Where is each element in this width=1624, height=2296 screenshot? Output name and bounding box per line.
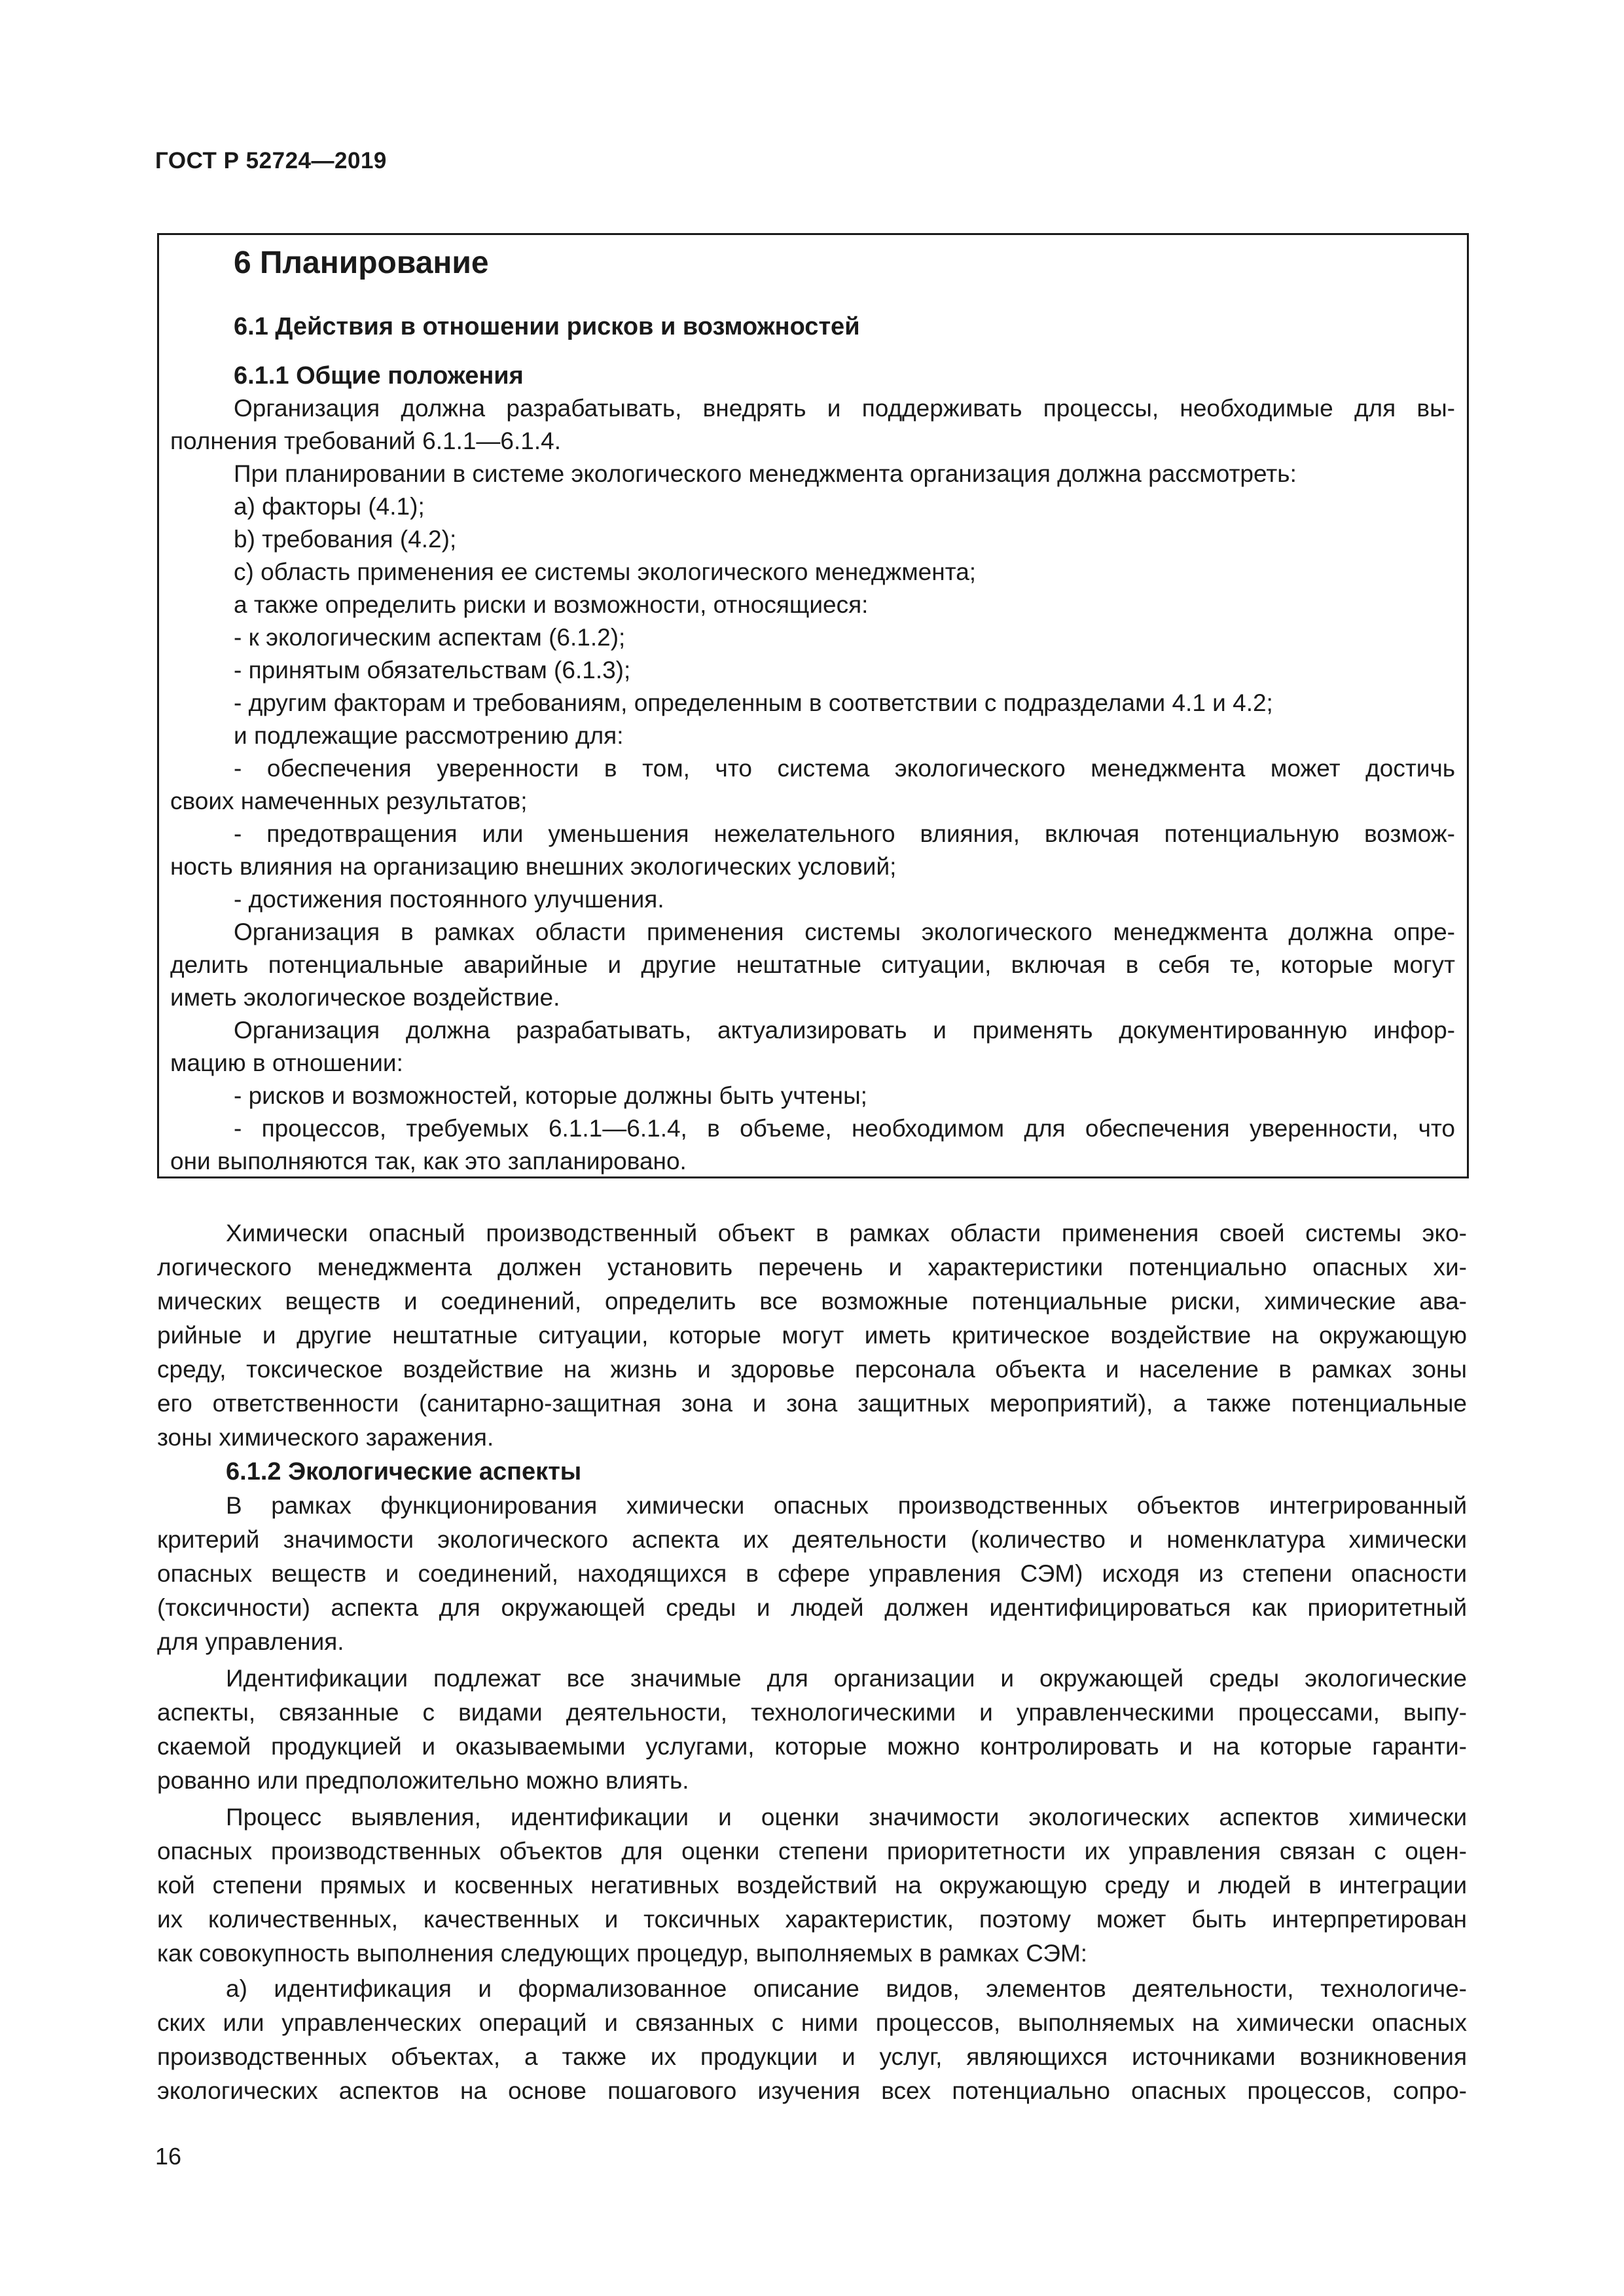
box-line: Организация должна разрабатывать, актуализировать и применять документированную инфор- (234, 1017, 1455, 1044)
body-line: экологических аспектов на основе пошагового изучения всех потенциально опасных процессов, сопро- (157, 2077, 1467, 2104)
body-line: производственных объектах, а также их продукции и услуг, являющихся источниками возникновения (157, 2043, 1467, 2070)
box-line: При планировании в системе экологического менеджмента организация должна рассмотреть: (234, 460, 1297, 487)
box-line: своих намеченных результатов; (170, 788, 528, 814)
box-line: - принятым обязательствам (6.1.3); (234, 657, 631, 683)
body-line: их количественных, качественных и токсичных характеристик, поэтому может быть интерпретирован (157, 1906, 1467, 1933)
box-line: - другим факторам и требованиям, определенным в соответствии с подразделами 4.1 и 4.2; (234, 689, 1273, 716)
box-line: полнения требований 6.1.1—6.1.4. (170, 428, 562, 454)
body-line: (токсичности) аспекта для окружающей среды и людей должен идентифицироваться как приоритетный (157, 1594, 1467, 1621)
box-line: Организация в рамках области применения системы экологического менеджмента должна опре- (234, 919, 1455, 945)
clause-title: 6.1.1 Общие положения (234, 362, 524, 390)
body-line: аспекты, связанные с видами деятельности, технологическими и управленческими процессами, выпу- (157, 1699, 1467, 1726)
body-line: Идентификации подлежат все значимые для организации и окружающей среды экологические (226, 1665, 1467, 1692)
box-line: иметь экологическое воздействие. (170, 984, 560, 1011)
box-line: делить потенциальные аварийные и другие нештатные ситуации, включая в себя те, которые могут (170, 951, 1455, 978)
box-line: ность влияния на организацию внешних экологических условий; (170, 853, 897, 880)
box-line: а) факторы (4.1); (234, 493, 425, 520)
body-line: среду, токсическое воздействие на жизнь и здоровье персонала объекта и население в рамках зоны (157, 1356, 1467, 1383)
subsection-title: 6.1 Действия в отношении рисков и возможностей (234, 313, 860, 340)
body-line: как совокупность выполнения следующих процедур, выполняемых в рамках СЭМ: (157, 1940, 1088, 1967)
box-line: с) область применения ее системы экологического менеджмента; (234, 558, 977, 585)
box-line: - обеспечения уверенности в том, что система экологического менеджмента может достичь (234, 755, 1455, 782)
box-line: и подлежащие рассмотрению для: (234, 722, 624, 749)
section-title: 6 Планирование (234, 246, 489, 280)
box-line: а также определить риски и возможности, относящиеся: (234, 591, 869, 618)
body-line: В рамках функционирования химически опасных производственных объектов интегрированный (226, 1492, 1467, 1519)
body-line: Химически опасный производственный объект в рамках области применения своей системы эко- (226, 1220, 1467, 1247)
body-line: Процесс выявления, идентификации и оценки значимости экологических аспектов химически (226, 1804, 1467, 1831)
box-line: - предотвращения или уменьшения нежелательного влияния, включая потенциальную возмож- (234, 820, 1455, 847)
body-line: опасных веществ и соединений, находящихся в сфере управления СЭМ) исходя из степени опасности (157, 1560, 1467, 1587)
body-line: опасных производственных объектов для оценки степени приоритетности их управления связан с оцен- (157, 1838, 1467, 1865)
body-line: ских или управленческих операций и связанных с ними процессов, выполняемых на химически опасных (157, 2009, 1467, 2036)
body-line: кой степени прямых и косвенных негативных воздействий на окружающую среду и людей в интеграции (157, 1872, 1467, 1899)
box-line: - процессов, требуемых 6.1.1—6.1.4, в объеме, необходимом для обеспечения уверенности, что (234, 1115, 1455, 1142)
body-line: зоны химического заражения. (157, 1424, 494, 1451)
body-line: для управления. (157, 1628, 344, 1655)
box-line: они выполняются так, как это запланировано. (170, 1148, 687, 1175)
body-line: а) идентификация и формализованное описание видов, элементов деятельности, технологиче- (226, 1975, 1467, 2002)
clause-title: 6.1.2 Экологические аспекты (226, 1458, 582, 1485)
body-line: логического менеджмента должен установить перечень и характеристики потенциально опасных хи- (157, 1254, 1467, 1281)
box-line: Организация должна разрабатывать, внедрять и поддерживать процессы, необходимые для вы- (234, 395, 1455, 422)
body-line: его ответственности (санитарно-защитная зона и зона защитных мероприятий), а также потенциальные (157, 1390, 1467, 1417)
box-line: - к экологическим аспектам (6.1.2); (234, 624, 626, 651)
box-line: мацию в отношении: (170, 1049, 403, 1076)
body-line: мических веществ и соединений, определить все возможные потенциальные риски, химические ава- (157, 1288, 1467, 1315)
box-line: - достижения постоянного улучшения. (234, 886, 664, 913)
document-header: ГОСТ Р 52724—2019 (155, 148, 387, 173)
body-line: рованно или предположительно можно влиять. (157, 1767, 689, 1794)
box-line: - рисков и возможностей, которые должны быть учтены; (234, 1082, 867, 1109)
body-line: скаемой продукцией и оказываемыми услугами, которые можно контролировать и на которые гаранти- (157, 1733, 1467, 1760)
page-number: 16 (155, 2143, 182, 2170)
body-line: рийные и другие нештатные ситуации, которые могут иметь критическое воздействие на окружающую (157, 1322, 1467, 1349)
box-line: b) требования (4.2); (234, 526, 457, 553)
body-line: критерий значимости экологического аспекта их деятельности (количество и номенклатура химически (157, 1526, 1467, 1553)
